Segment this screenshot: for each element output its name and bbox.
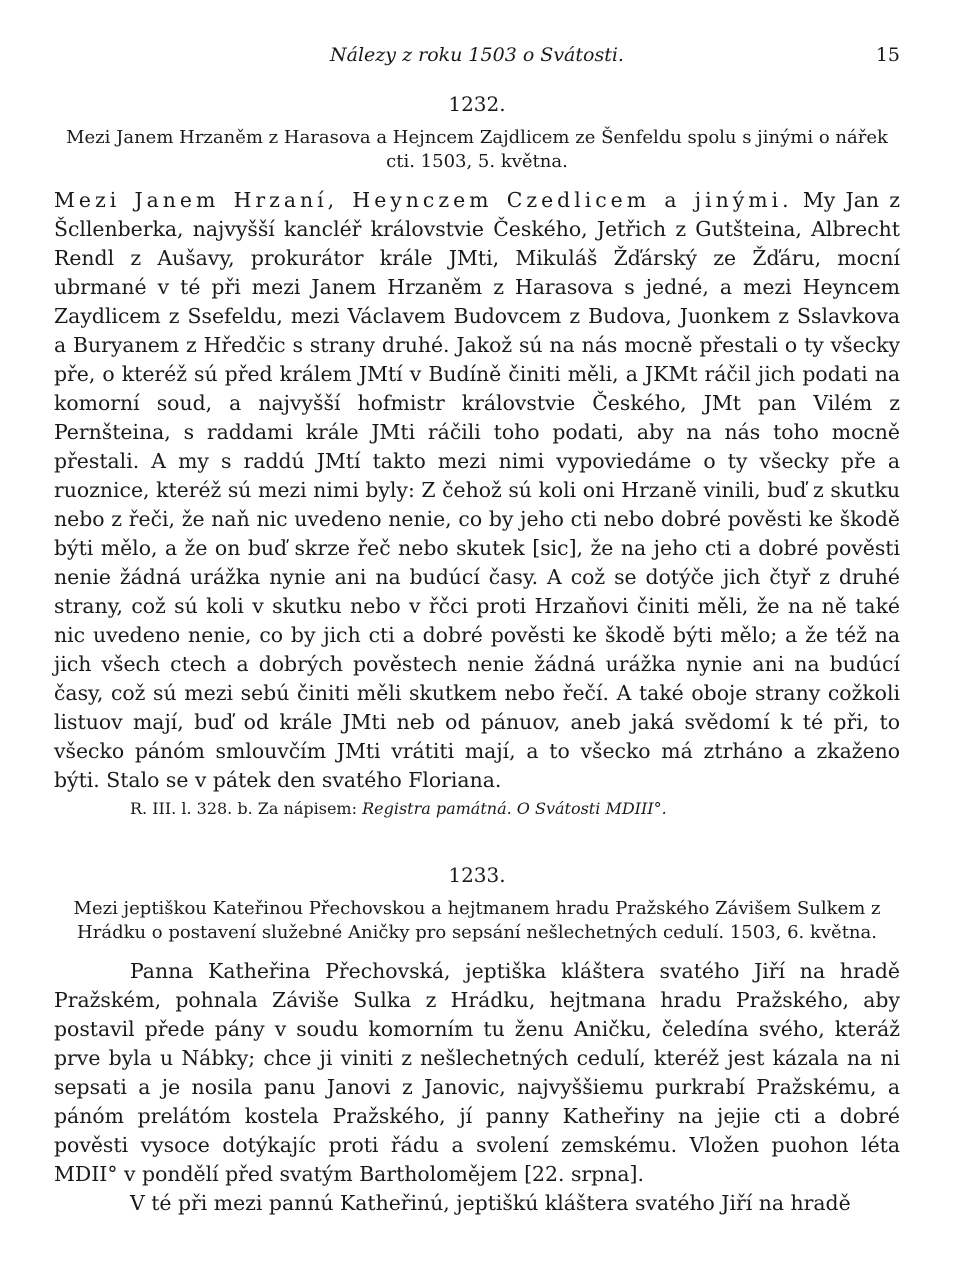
record-paragraph: Panna Katheřina Přechovská, jeptiška kláštera svatého Jiří na hradě Pražském, pohnala Záviše Sulka z Hrádku, hejtmana hradu Pražského, aby postavil přede pány v soudu komorním tu ženu Aničku, čeledína svého, kteráž prve byla u Nábky; chce ji viniti z nešlechetných cedulí, kteréž jest kázala na ni sepsati a je nosila panu Janovi z Janovic, najvyššiemu purkrabí Pražskému, a pánóm prelátóm kostela Pražského, jí panny Katheřiny na jejie cti a dobré pověsti vysoce dotýkajíc proti řádu a svolení zemskému. Vložen puohon léta MDII° v pondělí před svatým Bartholomějem [22. srpna]. [54, 959, 900, 1186]
record-number: 1233. [448, 863, 506, 887]
record-lead: Mezi Janem Hrzaní, Heynczem Czedlicem a jinými. [54, 188, 793, 212]
record-paragraph: V té při mezi pannú Katheřinú, jeptiškú kláštera svatého Jiří na hradě [130, 1191, 851, 1215]
source-title: Registra památná. O Svátosti MDIII°. [362, 799, 667, 818]
source-note [130, 797, 900, 821]
record-body [54, 186, 900, 795]
running-title: Nálezy z roku 1503 o Svátosti. [330, 44, 624, 66]
page-number: 15 [875, 44, 900, 66]
record-number: 1232. [448, 92, 506, 116]
record-summary: Mezi Janem Hrzaněm z Harasova a Hejncem Zajdlicem ze Šenfeldu spolu s jinými o nářek cti. 1503, 5. května. [66, 127, 888, 172]
record-text: My Jan z Šcllenberka, najvyšší kancléř královstvie Českého, Jetřich z Gutšteina, Albrecht Rendl z Aušavy, prokurátor krále JMti, Mikuláš Žďárský ze Žďáru, mocní ubrmané v té při mezi Janem Hrzaněm z Harasova s jedné, a mezi Heyncem Zaydlicem z Ssefeldu, mezi Václavem Budovcem z Budova, Juonkem z Sslavkova a Buryanem z Hředčic s strany druhé. Jakož sú na nás mocně přestali o ty všecky pře, o kteréž sú před králem JMtí v Budíně činiti měli, a JKMt ráčil jich podati na komorní soud, a najvyšší hofmistr královstvie Českého, JMt pan Vilém z Pernšteina, s raddami krále JMti ráčili toho podati, aby na nás toho mocně přestali. A my s raddú JMtí takto mezi nimi vypoviedáme o ty všecky pře a ruoznice, kteréž sú mezi nimi byly: Z čehož sú koli oni Hrzaně vinili, buď z skutku nebo z řeči, že naň nic uvedeno nenie, co by jeho cti nebo dobré pověsti ke škodě býti mělo, a že on buď skrze řeč nebo skutek [sic], že na jeho cti a dobré pověsti nenie žádná urážka nynie ani na budúcí časy. A což se dotýče jich čtyř z druhé strany, což sú koli v skutku nebo v řčci proti Hrzaňovi činiti měli, že na ně také nic uvedeno nenie, co by jich cti a dobré pověsti ke škodě býti mělo; a že též na jich všech ctech a dobrých pověstech nenie žádná urážka nynie ani na budúcí časy, což sú mezi sebú činiti měli skutkem nebo řečí. A také oboje strany cožkoli listuov mají, buď od krále JMti neb od pánuov, aneb jaká svědomí k té při, to všecko pánóm smlouvčím JMti vrátiti mají, a to všecko má ztrháno a zkaženo býti. Stalo se v pátek den svatého Floriana. [54, 188, 900, 792]
running-header [54, 44, 900, 74]
record-1232 [54, 92, 900, 821]
record-summary: Mezi jeptiškou Kateřinou Přechovskou a hejtmanem hradu Pražského Závišem Sulkem z Hrádku o postavení služebné Aničky pro sepsání nešlechetných cedulí. 1503, 6. května. [73, 898, 881, 943]
record-1233 [54, 863, 900, 1218]
source-label: Za nápisem: [257, 799, 357, 818]
source-reference: R. III. l. 328. b. [130, 799, 253, 818]
